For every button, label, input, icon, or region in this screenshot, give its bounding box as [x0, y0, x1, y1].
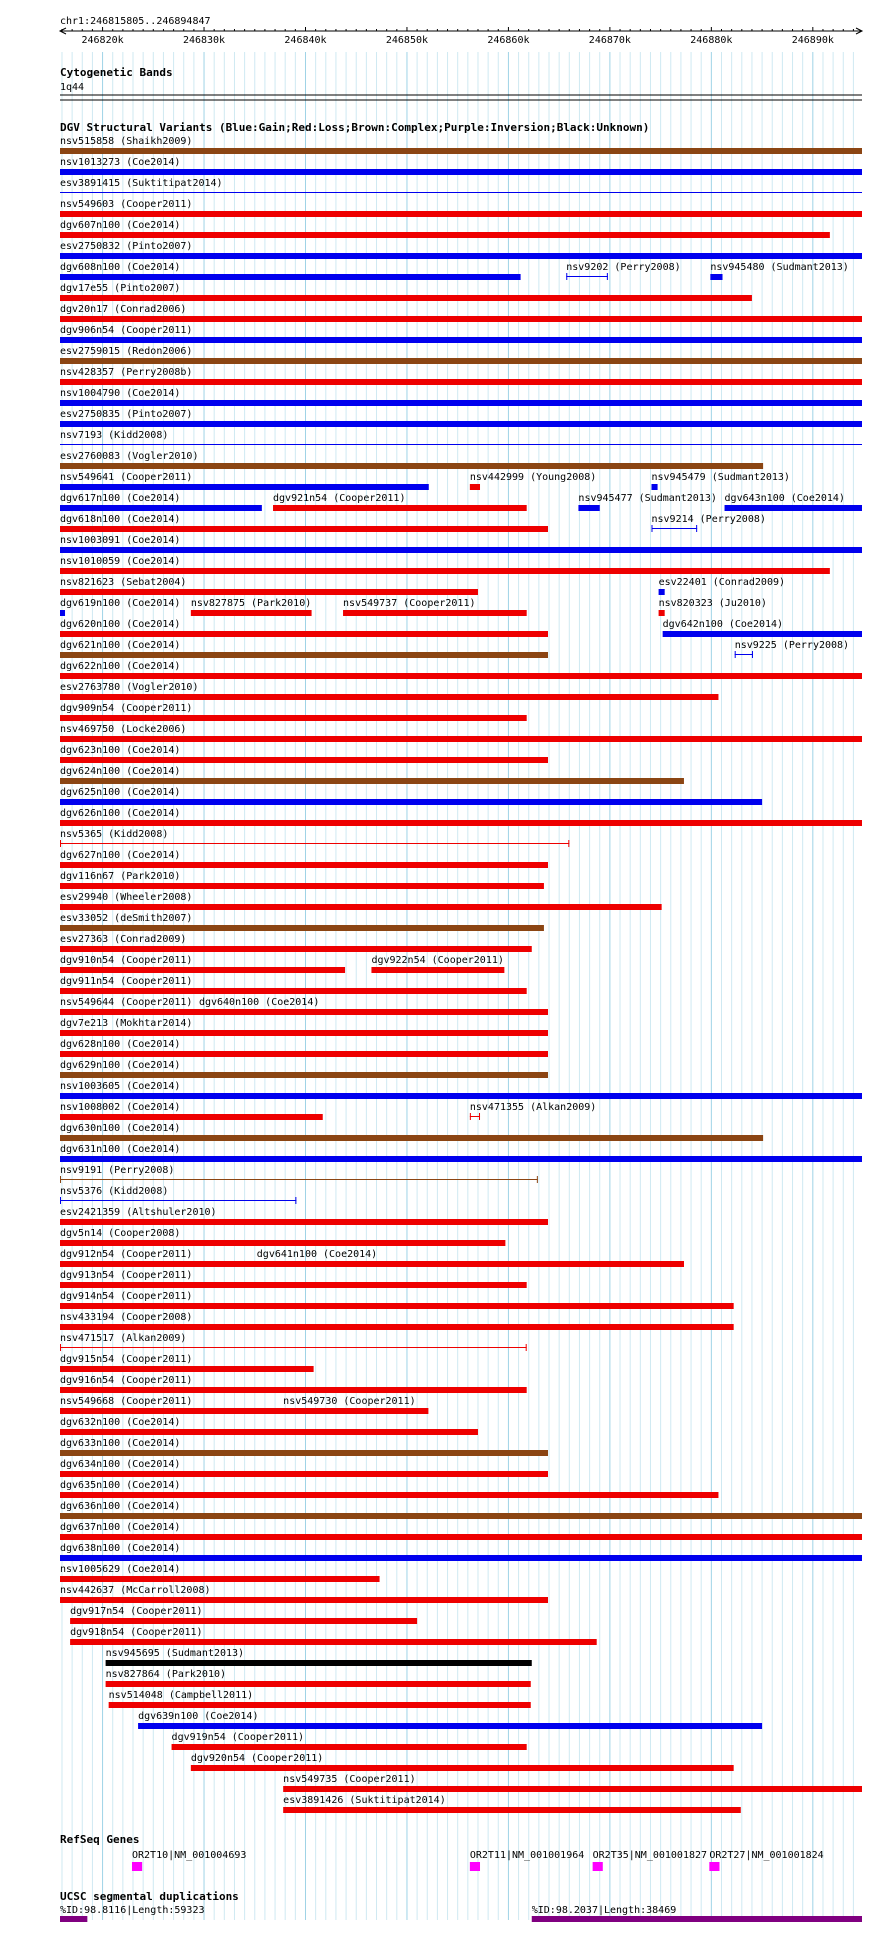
variant-bar	[172, 1744, 527, 1750]
variant-label: esv3891426 (Suktitipat2014)	[283, 1795, 446, 1806]
variant-bar	[60, 1156, 862, 1162]
variant-bar	[371, 967, 504, 973]
variant-label: dgv619n100 (Coe2014)	[60, 598, 181, 609]
variant-range-cap	[60, 1197, 61, 1204]
ruler-tick-label: 246850k	[385, 35, 429, 46]
variant-label: nsv433194 (Cooper2008)	[60, 1312, 193, 1323]
variant-bar	[60, 316, 862, 322]
variant-range-cap	[479, 1113, 480, 1120]
variant-bar	[60, 1450, 548, 1456]
variant-bar	[60, 799, 762, 805]
variant-label: dgv624n100 (Coe2014)	[60, 766, 181, 777]
variant-label: dgv631n100 (Coe2014)	[60, 1144, 181, 1155]
variant-bar	[60, 1492, 718, 1498]
variant-label: nsv428357 (Perry2008b)	[60, 367, 193, 378]
variant-label: dgv914n54 (Cooper2011)	[60, 1291, 193, 1302]
variant-bar	[60, 988, 527, 994]
variant-bar	[725, 505, 862, 511]
variant-bar	[60, 1429, 478, 1435]
variant-label: nsv549603 (Cooper2011)	[60, 199, 193, 210]
variant-label: nsv1013273 (Coe2014)	[60, 157, 181, 168]
segdup-bar	[532, 1916, 862, 1922]
variant-label: nsv827875 (Park2010)	[190, 598, 312, 609]
variant-bar	[60, 274, 521, 280]
variant-label: esv2763780 (Vogler2010)	[60, 682, 199, 693]
variant-bar	[60, 379, 862, 385]
variant-bar	[60, 253, 862, 259]
gene-mark	[470, 1862, 480, 1871]
variant-bar	[60, 1093, 862, 1099]
variant-bar	[60, 1219, 548, 1225]
variant-label: dgv621n100 (Coe2014)	[60, 640, 181, 651]
variant-label: dgv116n67 (Park2010)	[60, 871, 181, 882]
variant-range	[735, 654, 753, 655]
variant-label: dgv634n100 (Coe2014)	[60, 1459, 181, 1470]
variant-label: nsv549644 (Cooper2011)	[60, 997, 193, 1008]
variant-label: nsv469750 (Locke2006)	[60, 724, 187, 735]
variant-bar	[199, 1009, 548, 1015]
variant-label: dgv629n100 (Coe2014)	[60, 1060, 181, 1071]
variant-label: nsv442637 (McCarroll2008)	[60, 1585, 211, 1596]
gene-mark	[132, 1862, 142, 1871]
variant-label: nsv5376 (Kidd2008)	[60, 1186, 169, 1197]
variant-bar	[106, 1660, 532, 1666]
variant-label: dgv626n100 (Coe2014)	[60, 808, 181, 819]
ruler-tick-label: 246830k	[182, 35, 226, 46]
variant-bar	[663, 631, 862, 637]
variant-label: dgv922n54 (Cooper2011)	[371, 955, 504, 966]
variant-bar	[191, 610, 312, 616]
variant-bar	[60, 946, 532, 952]
variant-bar	[70, 1639, 597, 1645]
variant-bar	[60, 610, 65, 616]
variant-line	[60, 444, 862, 445]
variant-bar	[60, 211, 862, 217]
variant-bar	[60, 1114, 323, 1120]
variant-bar	[60, 400, 862, 406]
variant-label: dgv636n100 (Coe2014)	[60, 1501, 181, 1512]
variant-bar	[60, 295, 752, 301]
variant-bar	[60, 1471, 548, 1477]
variant-range-cap	[752, 651, 753, 658]
cyto-band-label: 1q44	[60, 82, 85, 93]
variant-label: dgv20n17 (Conrad2006)	[60, 304, 187, 315]
variant-label: dgv633n100 (Coe2014)	[60, 1438, 181, 1449]
variant-label: nsv9191 (Perry2008)	[60, 1165, 175, 1176]
locus-label: chr1:246815805..246894847	[60, 16, 211, 27]
variant-label: dgv630n100 (Coe2014)	[60, 1123, 181, 1134]
variant-label: dgv620n100 (Coe2014)	[60, 619, 181, 630]
variant-label: esv2750832 (Pinto2007)	[60, 241, 193, 252]
ruler	[60, 27, 862, 46]
ruler-tick-label: 246880k	[690, 35, 733, 46]
variant-label: nsv1005629 (Coe2014)	[60, 1564, 181, 1575]
variant-label: dgv921n54 (Cooper2011)	[273, 493, 406, 504]
variant-label: nsv549737 (Cooper2011)	[343, 598, 476, 609]
variant-range-cap	[60, 1176, 61, 1183]
variant-label: dgv627n100 (Coe2014)	[60, 850, 181, 861]
variant-label: dgv632n100 (Coe2014)	[60, 1417, 181, 1428]
variant-range	[60, 843, 569, 844]
variant-bar	[60, 820, 862, 826]
variant-label: esv2750835 (Pinto2007)	[60, 409, 193, 420]
variant-bar	[257, 1261, 684, 1267]
segdup-label: %ID:98.2037|Length:38469	[531, 1905, 677, 1916]
variant-label: nsv549641 (Cooper2011)	[60, 472, 193, 483]
variant-label: dgv628n100 (Coe2014)	[60, 1039, 181, 1050]
variant-bar	[283, 1408, 428, 1414]
variant-label: nsv9214 (Perry2008)	[651, 514, 766, 525]
variant-label: dgv617n100 (Coe2014)	[60, 493, 181, 504]
variant-label: nsv515858 (Shaikh2009)	[60, 136, 193, 147]
ruler-tick-label: 246820k	[81, 35, 124, 46]
variant-range-cap	[60, 840, 61, 847]
variant-bar	[60, 1135, 763, 1141]
variant-label: nsv1008002 (Coe2014)	[60, 1102, 181, 1113]
variant-label: dgv625n100 (Coe2014)	[60, 787, 181, 798]
variant-bar	[60, 673, 862, 679]
variant-label: nsv945479 (Sudmant2013)	[651, 472, 790, 483]
variant-label: nsv549668 (Cooper2011)	[60, 1396, 193, 1407]
variant-label: dgv623n100 (Coe2014)	[60, 745, 181, 756]
gene-mark	[709, 1862, 719, 1871]
variant-bar	[60, 1240, 505, 1246]
variant-bar	[60, 337, 862, 343]
variant-label: nsv549730 (Cooper2011)	[283, 1396, 416, 1407]
variant-label: nsv1003605 (Coe2014)	[60, 1081, 181, 1092]
variant-bar	[60, 547, 862, 553]
variant-label: nsv1010059 (Coe2014)	[60, 556, 181, 567]
variant-bar	[60, 484, 429, 490]
variant-bar	[60, 1072, 548, 1078]
variant-bar	[60, 1513, 862, 1519]
variant-label: dgv920n54 (Cooper2011)	[190, 1753, 324, 1764]
variant-label: nsv1004790 (Coe2014)	[60, 388, 181, 399]
variant-range	[60, 1347, 527, 1348]
variant-range	[60, 1200, 296, 1201]
variant-label: dgv919n54 (Cooper2011)	[171, 1732, 305, 1743]
ruler-tick-label: 246860k	[487, 35, 530, 46]
variant-bar	[60, 925, 544, 931]
variant-label: dgv643n100 (Coe2014)	[724, 493, 845, 504]
variant-bar	[60, 967, 345, 973]
variant-bar	[60, 358, 862, 364]
variant-range-cap	[735, 651, 736, 658]
variant-label: esv2760083 (Vogler2010)	[60, 451, 199, 462]
variant-label: dgv638n100 (Coe2014)	[60, 1543, 181, 1554]
variant-bar	[60, 778, 684, 784]
dgv-title: DGV Structural Variants (Blue:Gain;Red:Loss;Brown:Complex;Purple:Inversion;Black:Unknown)	[60, 121, 650, 134]
variant-bar	[60, 736, 862, 742]
variant-label: dgv913n54 (Cooper2011)	[60, 1270, 193, 1281]
segdup-title: UCSC segmental duplications	[60, 1890, 239, 1903]
variant-label: dgv5n14 (Cooper2008)	[60, 1228, 181, 1239]
variant-bar	[60, 631, 548, 637]
ruler-tick-label: 246840k	[284, 35, 327, 46]
variant-bar	[60, 1324, 734, 1330]
variant-bar	[60, 1051, 548, 1057]
variant-label: esv2759015 (Redon2006)	[60, 346, 193, 357]
variant-bar	[60, 1282, 527, 1288]
variant-bar	[60, 1030, 548, 1036]
refseq-title: RefSeq Genes	[60, 1833, 140, 1846]
variant-bar	[283, 1786, 862, 1792]
variant-label: esv22401 (Conrad2009)	[658, 577, 786, 588]
variant-bar	[60, 232, 830, 238]
variant-label: dgv642n100 (Coe2014)	[662, 619, 784, 630]
variant-range	[60, 1179, 538, 1180]
variant-bar	[60, 169, 862, 175]
gene-mark	[593, 1862, 603, 1871]
variant-label: nsv827864 (Park2010)	[105, 1669, 227, 1680]
variant-range	[651, 528, 697, 529]
variant-bar	[60, 1534, 862, 1540]
variant-bar	[60, 694, 718, 700]
variant-bar	[343, 610, 527, 616]
variant-bar	[60, 757, 548, 763]
variant-label: dgv17e55 (Pinto2007)	[60, 283, 181, 294]
variant-range-cap	[566, 273, 567, 280]
variant-range-cap	[526, 1344, 527, 1351]
variant-label: nsv442999 (Young2008)	[469, 472, 597, 483]
variant-bar	[106, 1681, 531, 1687]
variant-label: dgv909n54 (Cooper2011)	[60, 703, 193, 714]
variant-bar	[60, 1366, 314, 1372]
variant-line	[60, 192, 862, 193]
variant-bar	[60, 1387, 527, 1393]
variant-bar	[60, 421, 862, 427]
variant-bar	[470, 484, 480, 490]
variant-label: dgv7e213 (Mokhtar2014)	[60, 1018, 193, 1029]
cyto-title: Cytogenetic Bands	[60, 66, 173, 79]
variant-bar	[60, 526, 548, 532]
variant-bar	[60, 568, 830, 574]
gene-label: OR2T10|NM_001004693	[131, 1850, 247, 1861]
variant-label: nsv820323 (Ju2010)	[658, 598, 767, 609]
variant-label: nsv549735 (Cooper2011)	[283, 1774, 416, 1785]
variant-bar	[60, 1555, 862, 1561]
variant-bar	[659, 610, 665, 616]
variant-range-cap	[470, 1113, 471, 1120]
variant-bar	[60, 904, 662, 910]
variant-label: nsv9202 (Perry2008)	[566, 262, 681, 273]
variant-label: dgv622n100 (Coe2014)	[60, 661, 181, 672]
gene-label: OR2T27|NM_001001824	[709, 1850, 824, 1861]
variant-label: dgv910n54 (Cooper2011)	[60, 955, 193, 966]
variant-label: nsv471355 (Alkan2009)	[469, 1102, 597, 1113]
variant-label: nsv7193 (Kidd2008)	[60, 430, 169, 441]
variant-label: nsv1003091 (Coe2014)	[60, 535, 181, 546]
variant-bar	[138, 1723, 762, 1729]
variant-label: esv29940 (Wheeler2008)	[60, 892, 193, 903]
variant-bar	[60, 1597, 548, 1603]
variant-range-cap	[537, 1176, 538, 1183]
variant-range	[566, 276, 608, 277]
variant-range	[470, 1116, 480, 1117]
variant-bar	[710, 274, 722, 280]
variant-label: dgv635n100 (Coe2014)	[60, 1480, 181, 1491]
variant-bar	[60, 148, 862, 154]
variant-label: dgv618n100 (Coe2014)	[60, 514, 181, 525]
variant-label: nsv945695 (Sudmant2013)	[105, 1648, 245, 1659]
segdup-bar	[60, 1916, 87, 1922]
refseq-track	[132, 1850, 824, 1871]
variant-bar	[191, 1765, 734, 1771]
variant-bar	[659, 589, 665, 595]
variant-label: dgv639n100 (Coe2014)	[138, 1711, 259, 1722]
variant-label: dgv641n100 (Coe2014)	[256, 1249, 378, 1260]
variant-label: nsv5365 (Kidd2008)	[60, 829, 169, 840]
variant-bar	[70, 1618, 417, 1624]
variant-range-cap	[651, 525, 652, 532]
variant-label: nsv821623 (Sebat2004)	[60, 577, 187, 588]
variant-label: nsv471517 (Alkan2009)	[60, 1333, 187, 1344]
variant-label: dgv916n54 (Cooper2011)	[60, 1375, 193, 1386]
variant-bar	[273, 505, 527, 511]
variant-bar	[60, 589, 478, 595]
variant-range-cap	[696, 525, 697, 532]
variant-range-cap	[295, 1197, 296, 1204]
variant-label: esv27363 (Conrad2009)	[60, 934, 187, 945]
variant-label: dgv906n54 (Cooper2011)	[60, 325, 193, 336]
variant-label: nsv514048 (Campbell2011)	[108, 1690, 254, 1701]
variant-bar	[283, 1807, 741, 1813]
variant-bar	[60, 652, 548, 658]
variant-label: dgv637n100 (Coe2014)	[60, 1522, 181, 1533]
variant-range-cap	[60, 1344, 61, 1351]
variant-label: nsv945480 (Sudmant2013)	[710, 262, 849, 273]
variant-label: nsv9225 (Perry2008)	[734, 640, 850, 651]
variant-bar	[60, 1576, 380, 1582]
variant-label: dgv918n54 (Cooper2011)	[70, 1627, 203, 1638]
variant-bar	[60, 1303, 734, 1309]
gene-label: OR2T35|NM_001001827	[592, 1850, 708, 1861]
variant-label: dgv915n54 (Cooper2011)	[60, 1354, 193, 1365]
variant-range-cap	[607, 273, 608, 280]
variant-bar	[60, 505, 262, 511]
variant-label: esv3891415 (Suktitipat2014)	[60, 178, 223, 189]
ruler-tick-label: 246890k	[791, 35, 834, 46]
variant-label: nsv945477 (Sudmant2013)	[578, 493, 717, 504]
variant-label: dgv640n100 (Coe2014)	[198, 997, 320, 1008]
variant-range-cap	[568, 840, 569, 847]
variant-label: dgv911n54 (Cooper2011)	[60, 976, 193, 987]
variant-label: dgv917n54 (Cooper2011)	[70, 1606, 203, 1617]
variant-label: esv33052 (deSmith2007)	[60, 913, 193, 924]
variant-bar	[578, 505, 599, 511]
variant-label: dgv607n100 (Coe2014)	[60, 220, 181, 231]
segdup-label: %ID:98.8116|Length:59323	[60, 1905, 205, 1916]
variant-bar	[60, 883, 544, 889]
gene-label: OR2T11|NM_001001964	[469, 1850, 585, 1861]
variant-label: dgv912n54 (Cooper2011)	[60, 1249, 193, 1260]
variant-label: dgv608n100 (Coe2014)	[60, 262, 181, 273]
variant-bar	[60, 463, 763, 469]
variant-bar	[109, 1702, 531, 1708]
ruler-tick-label: 246870k	[588, 35, 631, 46]
variant-label: esv2421359 (Altshuler2010)	[60, 1207, 217, 1218]
variant-bar	[651, 484, 657, 490]
variant-bar	[60, 715, 527, 721]
variant-bar	[60, 862, 548, 868]
